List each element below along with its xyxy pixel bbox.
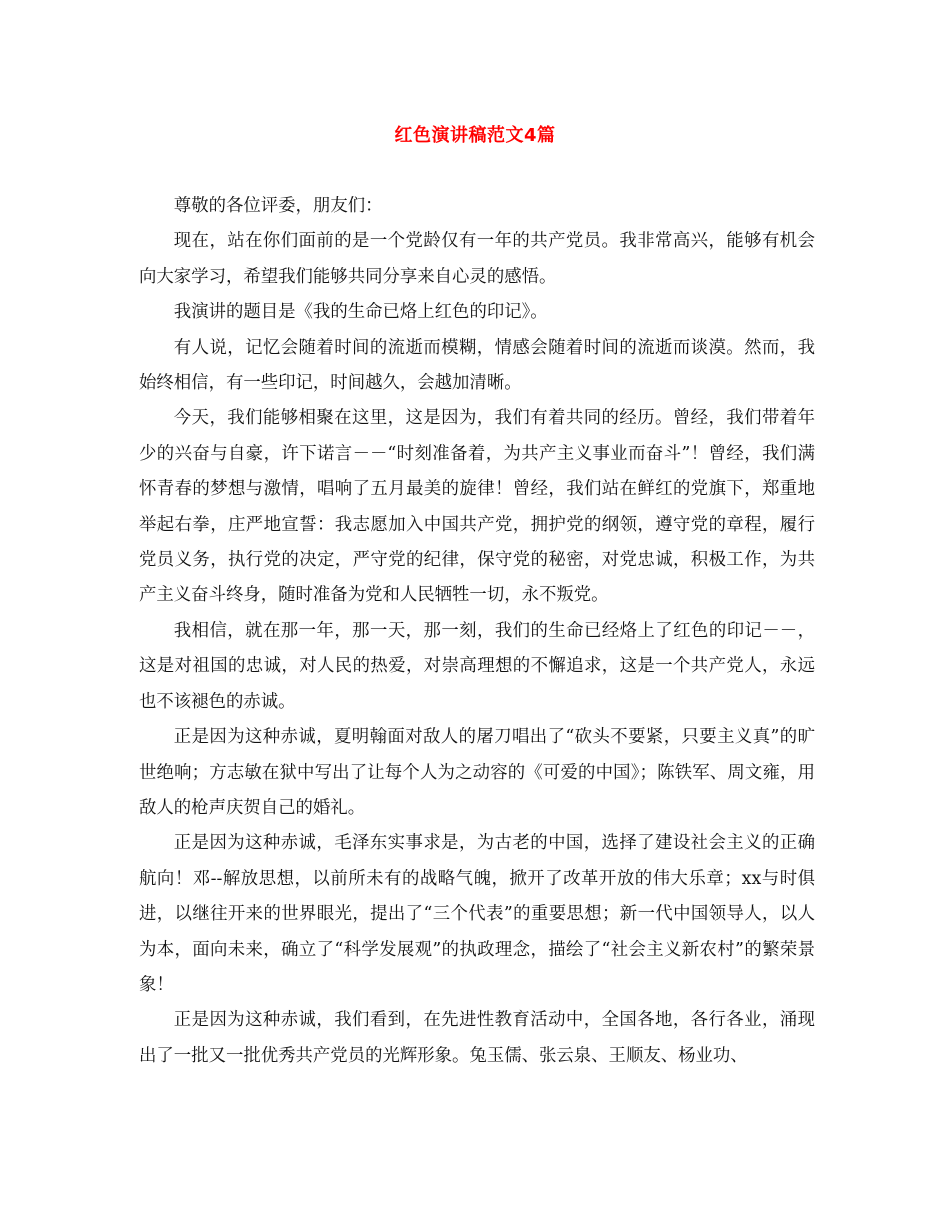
paragraph-red-mark: 我相信，就在那一年，那一天，那一刻，我们的生命已经烙上了红色的印记－－，这是对祖国的忠诚，对人民的热爱，对崇高理想的不懈追求，这是一个共产党人，永远也不该褪色的赤诚。: [139, 620, 815, 712]
paragraph-introduction: 现在，站在你们面前的是一个党龄仅有一年的共产党员。我非常高兴，能够有机会向大家学习，希望我们能够共同分享来自心灵的感悟。: [139, 231, 815, 287]
paragraph-shared-experience: 今天，我们能够相聚在这里，这是因为，我们有着共同的经历。曾经，我们带着年少的兴奋与自豪，许下诺言－－“时刻准备着，为共产主义事业而奋斗”！曾经，我们满怀青春的梦想与激情，唱响了五月最美的旋律！曾经，我们站在鲜红的党旗下，郑重地举起右拳，庄严地宣誓：我志愿加入中国共产党，拥护党的纲领，遵守党的章程，履行党员义务，执行党的决定，严守党的纪律，保守党的秘密，对党忠诚，积极工作，为共产主义奋斗终身，随时准备为党和人民牺牲一切，永不叛党。: [139, 408, 815, 606]
paragraph-martyrs: 正是因为这种赤诚，夏明翰面对敌人的屠刀唱出了“砍头不要紧，只要主义真”的旷世绝响；方志敏在狱中写出了让每个人为之动容的《可爱的中国》；陈铁军、周文雍，用敌人的枪声庆贺自己的婚礼。: [139, 727, 815, 818]
document-title: 红色演讲稿范文4篇: [394, 125, 556, 146]
document-body: [139, 189, 815, 1074]
paragraph-exemplars: 正是因为这种赤诚，我们看到，在先进性教育活动中，全国各地，各行各业，涌现出了一批又一批优秀共产党员的光辉形象。兔玉儒、张云泉、王顺友、杨业功、: [139, 1010, 815, 1066]
paragraph-speech-topic: 我演讲的题目是《我的生命已烙上红色的印记》。: [173, 302, 548, 323]
paragraph-leaders: 正是因为这种赤诚，毛泽东实事求是，为古老的中国，选择了建设社会主义的正确航向！邓--解放思想，以前所未有的战略气魄，掀开了改革开放的伟大乐章；xx与时俱进，以继往开来的世界眼光，提出了“三个代表”的重要思想；新一代中国领导人，以人为本，面向未来，确立了“科学发展观”的执政理念，描绘了“社会主义新农村”的繁荣景象！: [139, 833, 815, 995]
paragraph-salutation: 尊敬的各位评委，朋友们：: [173, 196, 383, 216]
paragraph-memory: 有人说，记忆会随着时间的流逝而模糊，情感会随着时间的流逝而谈漠。然而，我始终相信，有一些印记，时间越久，会越加清晰。: [139, 337, 815, 394]
